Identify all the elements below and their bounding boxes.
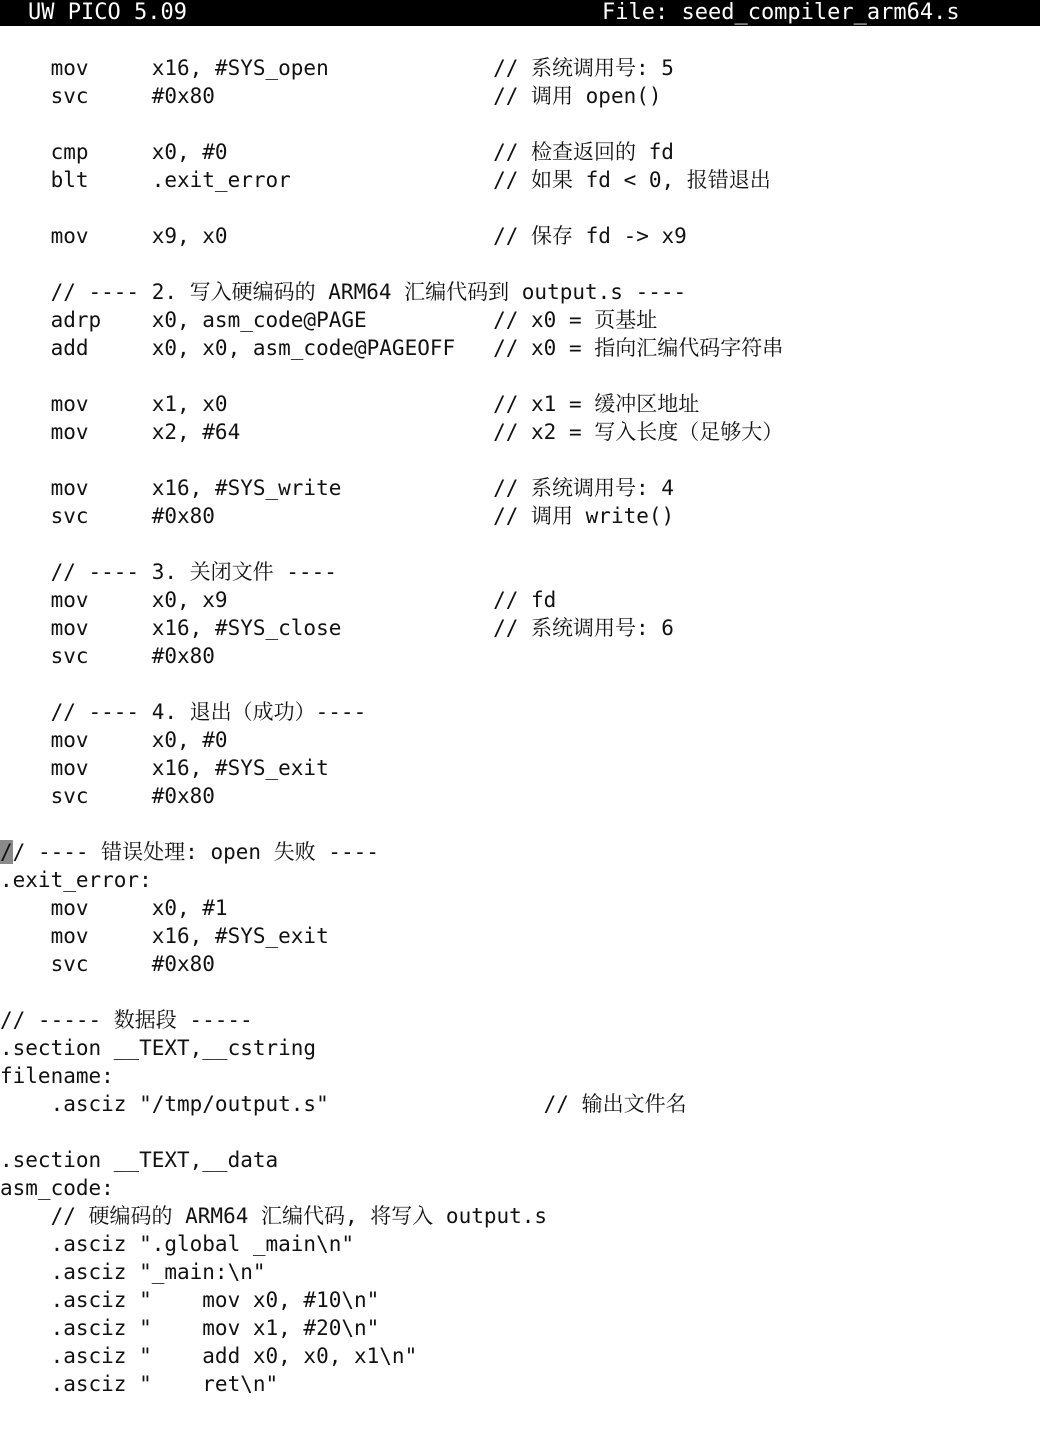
- code-line[interactable]: cmp x0, #0 // 检查返回的 fd: [0, 140, 674, 164]
- app-name: UW PICO 5.09: [28, 0, 187, 25]
- code-line[interactable]: .asciz ".global _main\n": [0, 1232, 355, 1256]
- code-line[interactable]: .section __TEXT,__data: [0, 1148, 279, 1172]
- code-line[interactable]: mov x2, #64 // x2 = 写入长度（足够大）: [0, 420, 784, 444]
- text-cursor: /: [0, 840, 13, 864]
- code-line[interactable]: adrp x0, asm_code@PAGE // x0 = 页基址: [0, 308, 658, 332]
- code-line[interactable]: blt .exit_error // 如果 fd < 0, 报错退出: [0, 168, 771, 192]
- code-line[interactable]: mov x0, x9 // fd: [0, 588, 557, 612]
- code-line[interactable]: .asciz " add x0, x0, x1\n": [0, 1344, 418, 1368]
- code-line[interactable]: .section __TEXT,__cstring: [0, 1036, 317, 1060]
- code-line[interactable]: mov x16, #SYS_exit: [0, 924, 329, 948]
- code-line[interactable]: [0, 838, 1040, 866]
- file-name: File: seed_compiler_arm64.s: [602, 0, 960, 25]
- title-bar: [0, 0, 1040, 26]
- code-line[interactable]: .asciz " mov x0, #10\n": [0, 1288, 380, 1312]
- code-line[interactable]: // ---- 3. 关闭文件 ----: [0, 560, 337, 584]
- code-line[interactable]: // ---- 4. 退出（成功）----: [0, 700, 367, 724]
- code-line[interactable]: [0, 810, 1040, 838]
- code-line[interactable]: [0, 1118, 1040, 1146]
- code-line[interactable]: mov x16, #SYS_write // 系统调用号: 4: [0, 476, 674, 500]
- code-line[interactable]: [0, 978, 1040, 1006]
- code-line[interactable]: svc #0x80: [0, 784, 215, 808]
- code-line[interactable]: mov x1, x0 // x1 = 缓冲区地址: [0, 392, 700, 416]
- code-line[interactable]: [0, 446, 1040, 474]
- code-line[interactable]: add x0, x0, asm_code@PAGEOFF // x0 = 指向汇编代码字符串: [0, 336, 784, 360]
- code-line[interactable]: mov x0, #1: [0, 896, 228, 920]
- code-line[interactable]: svc #0x80: [0, 644, 215, 668]
- code-line[interactable]: mov x0, #0: [0, 728, 228, 752]
- code-line[interactable]: mov x16, #SYS_exit: [0, 756, 329, 780]
- code-line[interactable]: // ---- 2. 写入硬编码的 ARM64 汇编代码到 output.s ----: [0, 280, 687, 304]
- code-line[interactable]: svc #0x80 // 调用 write(): [0, 504, 675, 528]
- code-line[interactable]: .exit_error:: [0, 868, 152, 892]
- code-line[interactable]: .asciz " ret\n": [0, 1372, 279, 1396]
- code-line[interactable]: // 硬编码的 ARM64 汇编代码, 将写入 output.s: [0, 1204, 548, 1228]
- code-line[interactable]: .asciz "_main:\n": [0, 1260, 266, 1284]
- code-line[interactable]: asm_code:: [0, 1176, 114, 1200]
- code-line[interactable]: [0, 250, 1040, 278]
- code-line[interactable]: [0, 670, 1040, 698]
- code-line[interactable]: mov x16, #SYS_close // 系统调用号: 6: [0, 616, 674, 640]
- code-line[interactable]: .asciz "/tmp/output.s" // 输出文件名: [0, 1092, 687, 1116]
- code-line[interactable]: mov x9, x0 // 保存 fd -> x9: [0, 224, 687, 248]
- code-line[interactable]: filename:: [0, 1064, 114, 1088]
- code-line[interactable]: mov x16, #SYS_open // 系统调用号: 5: [0, 56, 674, 80]
- code-line[interactable]: [0, 194, 1040, 222]
- code-line-text: / ---- 错误处理: open 失败 ----: [12, 840, 379, 864]
- code-line[interactable]: [0, 110, 1040, 138]
- editor-text-area[interactable]: [0, 54, 1040, 1398]
- code-line[interactable]: svc #0x80 // 调用 open(): [0, 84, 662, 108]
- code-line[interactable]: // ----- 数据段 -----: [0, 1008, 253, 1032]
- code-line[interactable]: [0, 530, 1040, 558]
- code-line[interactable]: [0, 362, 1040, 390]
- code-line[interactable]: svc #0x80: [0, 952, 215, 976]
- code-line[interactable]: .asciz " mov x1, #20\n": [0, 1316, 380, 1340]
